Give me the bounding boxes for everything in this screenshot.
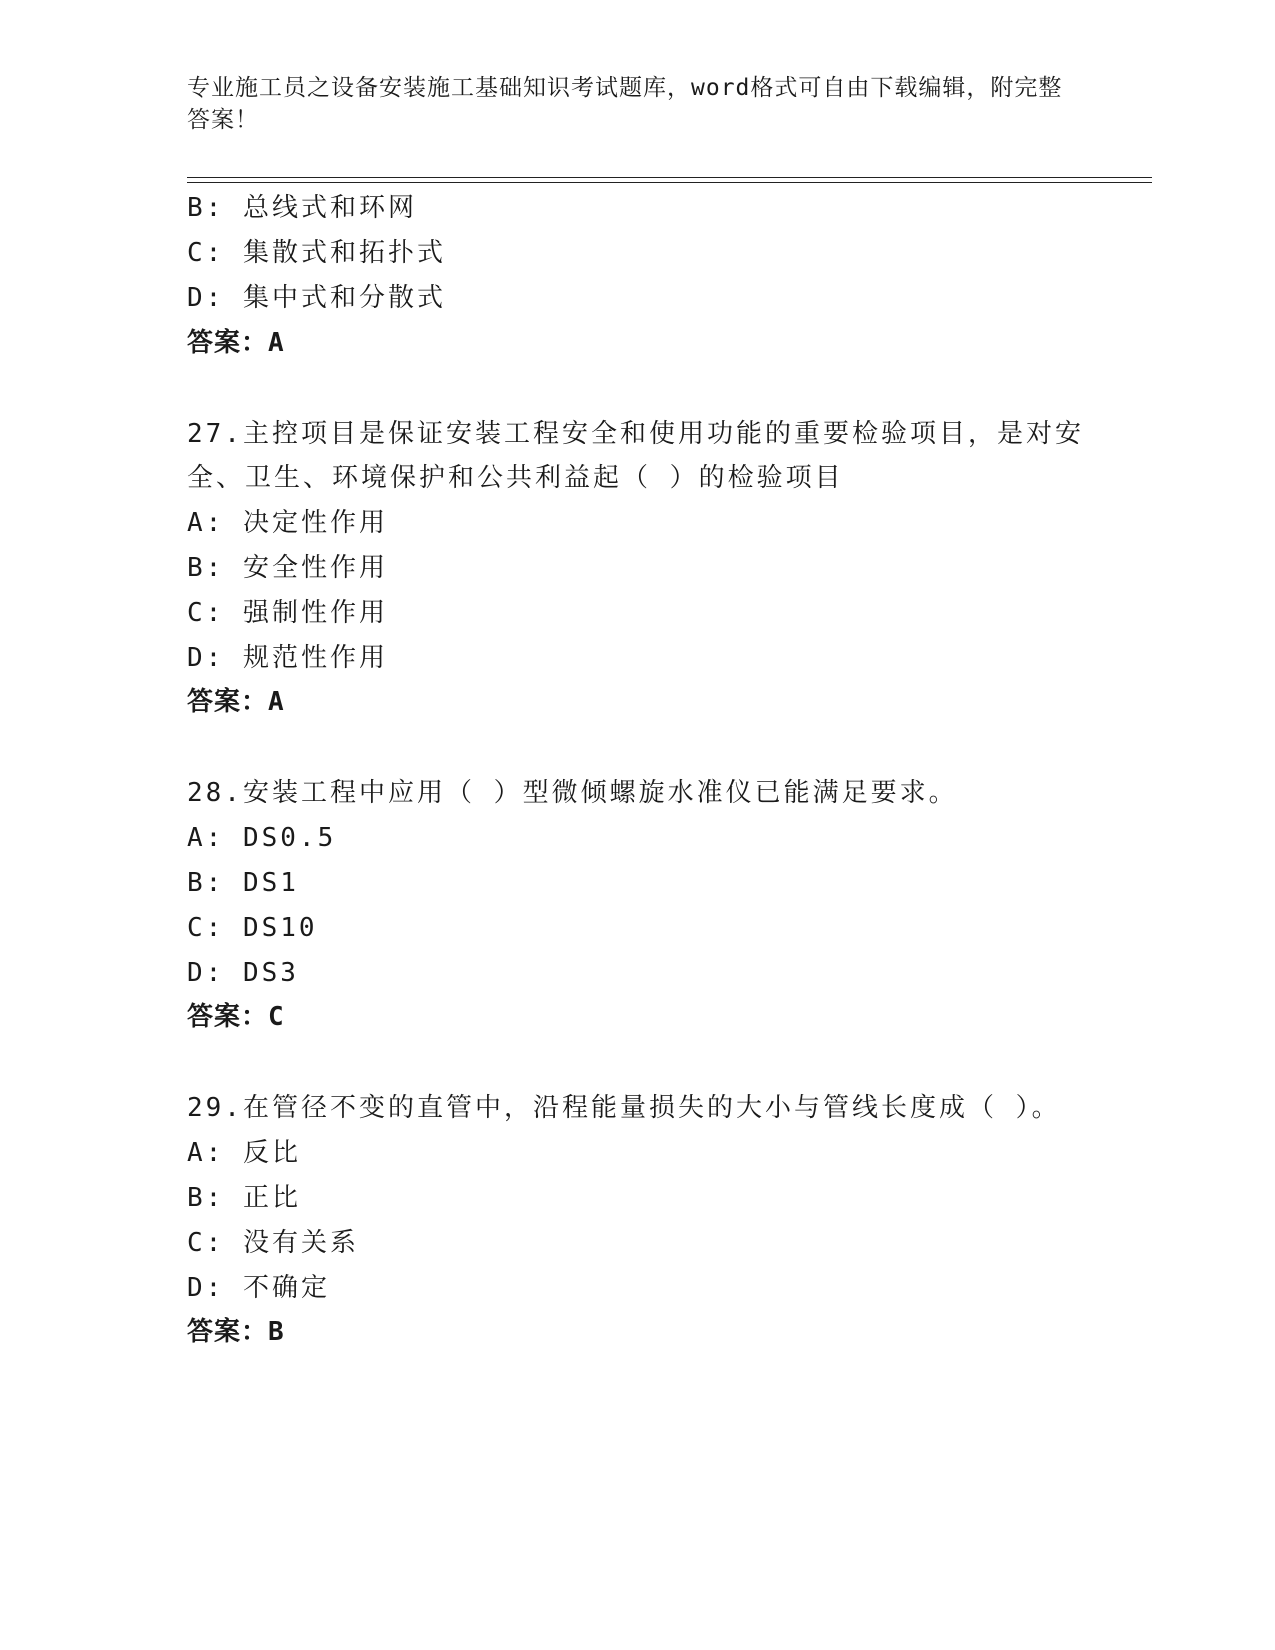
option-b: B: 总线式和环网	[187, 193, 417, 223]
answer: 答案：A	[187, 687, 285, 717]
option-d: D: 规范性作用	[187, 643, 388, 673]
option-b: B: 安全性作用	[187, 553, 388, 583]
option-b: B: DS1	[187, 868, 299, 898]
answer: 答案：C	[187, 1002, 285, 1032]
question-stem: 28.安装工程中应用（ ）型微倾螺旋水准仪已能满足要求。	[187, 778, 958, 808]
document-header: 专业施工员之设备安装施工基础知识考试题库，word格式可自由下载编辑，附完整答案！	[187, 75, 1063, 133]
option-d: D: 不确定	[187, 1273, 330, 1303]
option-a: A: DS0.5	[187, 823, 337, 853]
option-d: D: 集中式和分散式	[187, 283, 446, 313]
question-stem: 29.在管径不变的直管中，沿程能量损失的大小与管线长度成（ ）。	[187, 1093, 1061, 1123]
option-a: A: 反比	[187, 1138, 301, 1168]
header-divider	[187, 177, 1152, 178]
option-d: D: DS3	[187, 958, 299, 988]
option-c: C: 集散式和拓扑式	[187, 238, 446, 268]
question-stem-continued: 全、卫生、环境保护和公共利益起（ ）的检验项目	[187, 463, 844, 493]
option-b: B: 正比	[187, 1183, 301, 1213]
header-divider-second	[187, 182, 1152, 183]
answer: 答案：A	[187, 328, 285, 358]
option-c: C: 强制性作用	[187, 598, 388, 628]
option-a: A: 决定性作用	[187, 508, 388, 538]
option-c: C: DS10	[187, 913, 318, 943]
answer: 答案：B	[187, 1317, 285, 1347]
option-c: C: 没有关系	[187, 1228, 359, 1258]
question-stem: 27.主控项目是保证安装工程安全和使用功能的重要检验项目，是对安	[187, 419, 1084, 449]
